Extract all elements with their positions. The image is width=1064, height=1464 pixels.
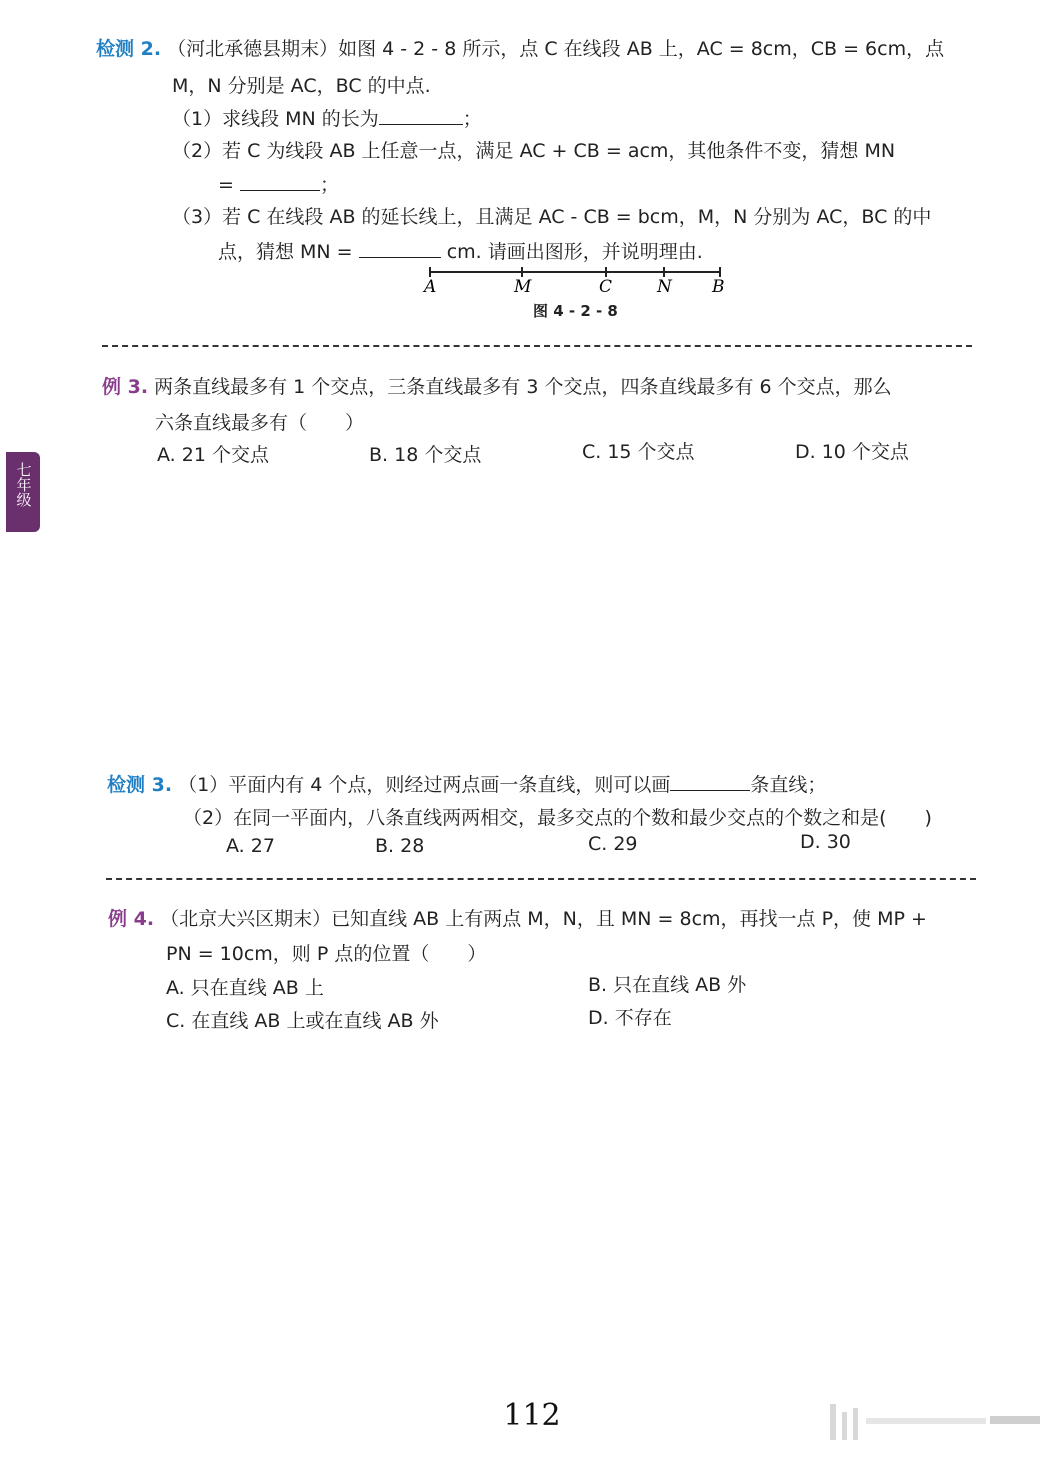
li3-line1 [102,372,892,399]
li3-option-d[interactable]: D. 10 个交点 [795,441,909,463]
li4-option-c[interactable]: C. 在直线 AB 上或在直线 AB 外 [166,1010,439,1032]
jiance3-option-d[interactable]: D. 30 [800,831,851,853]
li4-option-a[interactable]: A. 只在直线 AB 上 [166,977,324,999]
li4-text1: （北京大兴区期末）已知直线 AB 上有两点 M，N，且 MN = 8cm，再找一点 P，使 MP + [160,908,927,930]
jiance3-option-c[interactable]: C. 29 [588,833,638,855]
jiance2-q2-end: ； [319,174,339,196]
jiance2-line1 [96,34,944,61]
li4-line2: PN = 10cm，则 P 点的位置（ ） [166,943,487,965]
jiance3-option-a[interactable]: A. 27 [226,835,275,857]
li3-option-c[interactable]: C. 15 个交点 [582,441,695,463]
answer-blank[interactable] [379,106,463,125]
li4-option-d[interactable]: D. 不存在 [588,1007,672,1029]
answer-blank[interactable] [359,239,441,258]
answer-blank[interactable] [240,172,320,191]
jiance3-q1-end: 条直线； [750,774,827,796]
li3-label: 例 3. [102,376,149,398]
section-divider [102,345,972,347]
answer-blank[interactable] [670,772,750,791]
jiance3-q1 [107,770,826,797]
jiance2-text1: （河北承德县期末）如图 4 - 2 - 8 所示，点 C 在线段 AB 上，AC = 8cm，CB = 6cm，点 [167,38,945,60]
jiance2-q1 [172,104,482,131]
grade-label: 七年级 [14,462,33,507]
li4-option-b[interactable]: B. 只在直线 AB 外 [588,974,747,996]
li3-option-b[interactable]: B. 18 个交点 [369,444,482,466]
jiance3-option-b[interactable]: B. 28 [375,835,425,857]
li4-line1 [108,904,927,931]
jiance2-line2: M，N 分别是 AC，BC 的中点. [172,75,431,97]
jiance2-q1-end: ； [462,108,482,130]
jiance2-q1-text: （1）求线段 MN 的长为 [172,108,379,130]
section-divider [106,878,976,880]
jiance2-q3-end: cm. 请画出图形，并说明理由. [446,241,703,263]
point-label-a: A [424,277,437,296]
li4-label: 例 4. [108,908,155,930]
jiance3-q2: （2）在同一平面内，八条直线两两相交，最多交点的个数和最少交点的个数之和是( ) [183,807,932,829]
grade-side-tab [6,452,40,532]
jiance2-q2-eq: = [218,174,234,196]
li3-text1: 两条直线最多有 1 个交点，三条直线最多有 3 个交点，四条直线最多有 6 个交点，那么 [154,376,892,398]
jiance3-label: 检测 3. [107,774,173,796]
jiance2-q3-start: 点，猜想 MN = [218,241,353,263]
jiance2-q2-line2 [218,170,339,197]
jiance2-q3-line1: （3）若 C 在线段 AB 的延长线上，且满足 AC - CB = bcm，M，N 分别为 AC，BC 的中 [172,206,932,228]
jiance3-q1-start: （1）平面内有 4 个点，则经过两点画一条直线，则可以画 [178,774,671,796]
figure-caption: 图 4 - 2 - 8 [533,302,618,320]
point-label-b: B [712,277,725,296]
page-number: 112 [503,1398,561,1433]
point-label-c: C [599,277,613,296]
segment-figure [410,262,740,296]
li3-option-a[interactable]: A. 21 个交点 [157,444,269,466]
point-label-m: M [514,277,532,296]
jiance2-q2-line1: （2）若 C 为线段 AB 上任意一点，满足 AC + CB = acm，其他条件不变，猜想 MN [172,140,896,162]
jiance2-q3-line2 [218,237,703,264]
jiance2-label: 检测 2. [96,38,162,60]
li3-line2: 六条直线最多有（ ） [155,412,365,434]
point-label-n: N [657,277,672,296]
